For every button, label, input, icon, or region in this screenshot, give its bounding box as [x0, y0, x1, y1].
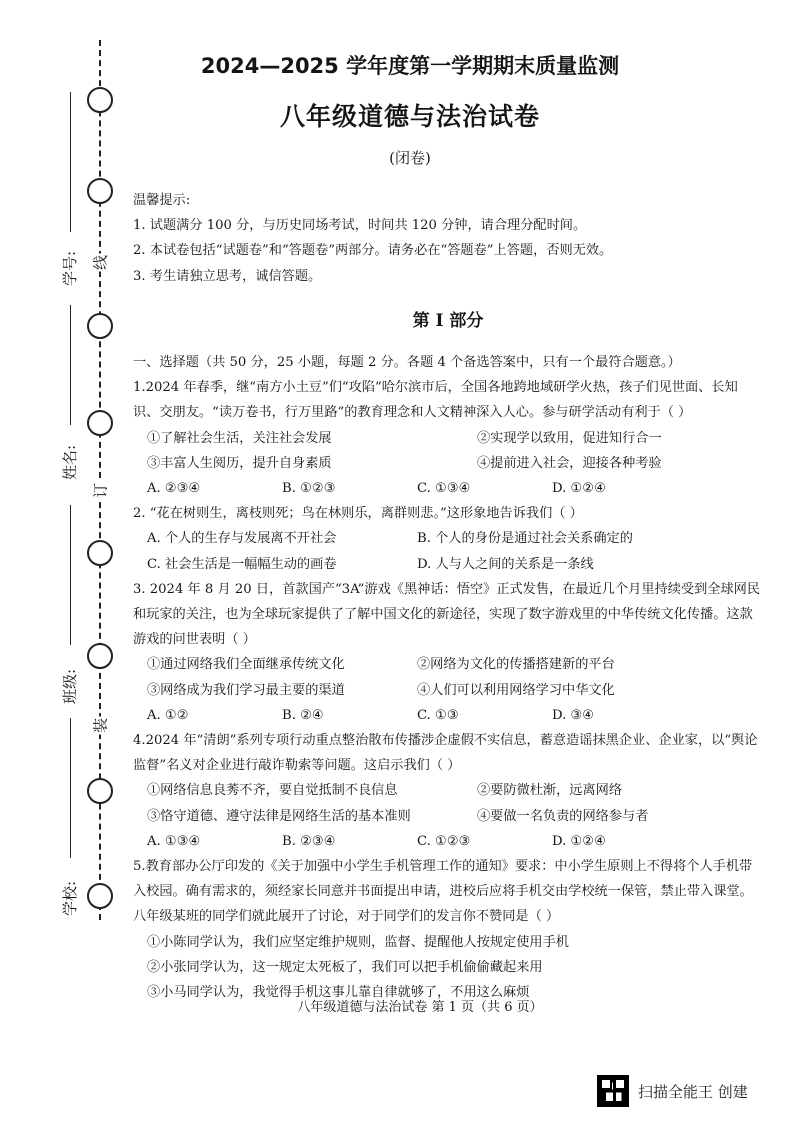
option-c: C. ①③: [417, 707, 459, 723]
binding-hole-circle: [87, 778, 113, 804]
statement: ③丰富人生阅历，提升自身素质: [147, 455, 332, 471]
statement: ④要做一名负责的网络参与者: [477, 808, 649, 824]
binding-hole-circle: [87, 540, 113, 566]
question-4-options: [133, 829, 763, 854]
section-heading: 一、选择题（共 50 分，25 小题，每题 2 分。各题 4 个备选答案中，只有一个最符合题意。）: [133, 355, 681, 371]
statement: ①小陈同学认为，我们应坚定维护规则，监督、提醒他人按规定使用手机: [147, 934, 569, 950]
part-title: 第 I 部分: [412, 310, 484, 331]
binding-hole-circle: [87, 313, 113, 339]
binding-word-staple: 订: [91, 483, 110, 499]
school-label: 学校:: [61, 880, 80, 917]
statement: ①网络信息良莠不齐，要自觉抵制不良信息: [147, 783, 398, 799]
option-c: C. 社会生活是一幅幅生动的画卷: [147, 556, 337, 572]
option-d: D. ③④: [552, 707, 595, 723]
question-2-options: [133, 526, 763, 551]
exam-title: 2024—2025 学年度第一学期期末质量监测: [200, 54, 620, 78]
statement: ②网络为文化的传播搭建新的平台: [417, 657, 615, 673]
question-4-statements: [133, 778, 763, 803]
option-c: C. ①②③: [417, 833, 471, 849]
exam-subtitle: 八年级道德与法治试卷: [279, 102, 540, 131]
statement: ②要防微杜渐，远离网络: [477, 783, 623, 799]
statement: ③恪守道德、遵守法律是网络生活的基本准则: [147, 808, 411, 824]
question-4-stem: 4.2024 年“清朗”系列专项行动重点整治散布传播涉企虚假不实信息，蓄意造谣抹黑企业、企业家，以“舆论监督”名义对企业进行敲诈勒索等问题。这启示我们（ ）: [133, 733, 758, 774]
option-b: B. ②③④: [282, 833, 336, 849]
option-a: A. 个人的生存与发展离不开社会: [147, 531, 337, 547]
binding-word-bind: 装: [91, 718, 110, 734]
question-4-statements: [133, 804, 763, 829]
question-1-options: [133, 476, 763, 501]
exam-content: [133, 188, 763, 1005]
option-c: C. ①③④: [417, 481, 471, 497]
school-underline: [70, 718, 71, 858]
question-3-statements: [133, 678, 763, 703]
tip-item: 3. 考生请独立思考，诚信答题。: [133, 268, 322, 284]
statement: ④人们可以利用网络学习中华文化: [417, 682, 615, 698]
tip-item: 2. 本试卷包括“试题卷”和“答题卷”两部分。请务必在“答题卷”上答题，否则无效。: [133, 243, 613, 259]
question-3-statements: [133, 652, 763, 677]
option-d: D. 人与人之间的关系是一条线: [417, 556, 594, 572]
question-5-stem: 5.教育部办公厅印发的《关于加强中小学生手机管理工作的通知》要求：中小学生原则上不得将个人手机带入校园。确有需求的，须经家长同意并书面提出申请，进校后应将手机交由学校统一保管，禁止带入课堂。八年级某班的同学们就此展开了讨论，对于同学们的发言你不赞同是（ ）: [133, 859, 753, 925]
statement: ③小马同学认为，我觉得手机这事儿靠自律就够了，不用这么麻烦: [147, 985, 530, 1001]
binding-hole-circle: [87, 883, 113, 909]
binding-hole-circle: [87, 87, 113, 113]
binding-hole-circle: [87, 410, 113, 436]
question-3-stem: 3. 2024 年 8 月 20 日，首款国产“3A”游戏《黑神话：悟空》正式发售，在最近几个月里持续受到全球网民和玩家的关注，也为全球玩家提供了了解中国文化的新途径，实现了数字游戏里的中华传统文化传播。这款游戏的问世表明（ ）: [133, 581, 761, 648]
name-label: 姓名:: [61, 444, 80, 481]
tips-heading: 温馨提示:: [133, 193, 191, 208]
statement: ③网络成为我们学习最主要的渠道: [147, 682, 345, 698]
statement: ②小张同学认为，这一规定太死板了，我们可以把手机偷偷藏起来用: [147, 959, 543, 975]
student-id-label: 学号:: [61, 250, 80, 287]
question-1-statements: [133, 426, 763, 451]
binding-hole-circle: [87, 178, 113, 204]
class-underline: [70, 505, 71, 645]
student-id-underline: [70, 92, 71, 232]
question-2-options: [133, 552, 763, 577]
question-2-stem: 2. “花在树则生，离枝则死；鸟在林则乐，离群则悲。”这形象地告诉我们（ ）: [133, 506, 583, 522]
question-1-statements: [133, 451, 763, 476]
statement: ④提前进入社会，迎接各种考验: [477, 455, 662, 471]
option-d: D. ①②④: [552, 833, 606, 849]
statement: ②实现学以致用，促进知行合一: [477, 430, 662, 446]
option-d: D. ①②④: [552, 481, 606, 497]
page-footer: 八年级道德与法治试卷 第 1 页（共 6 页）: [297, 1000, 543, 1015]
option-b: B. ②④: [282, 707, 324, 723]
statement: ①了解社会生活，关注社会发展: [147, 430, 332, 446]
name-underline: [70, 305, 71, 425]
option-a: A. ①②: [147, 707, 189, 723]
question-3-options: [133, 703, 763, 728]
closed-book-note: (闭卷): [389, 149, 431, 167]
option-a: A. ②③④: [147, 481, 201, 497]
binding-word-line: 线: [91, 255, 110, 271]
tip-item: 1. 试题满分 100 分，与历史同场考试，时间共 120 分钟，请合理分配时间。: [133, 218, 587, 234]
question-1-stem: 1.2024 年春季，继“南方小土豆”们“攻陷”哈尔滨市后，全国各地跨地域研学火热，孩子们见世面、长知识、交朋友。“读万卷书，行万里路”的教育理念和人文精神深入人心。参与研学活动有利于（ ）: [133, 380, 738, 421]
option-b: B. 个人的身份是通过社会关系确定的: [417, 531, 633, 547]
qr-code-icon: [597, 1075, 629, 1107]
binding-hole-circle: [87, 643, 113, 669]
class-label: 班级:: [61, 668, 80, 705]
option-a: A. ①③④: [147, 833, 201, 849]
statement: ①通过网络我们全面继承传统文化: [147, 657, 345, 673]
option-b: B. ①②③: [282, 481, 336, 497]
scanner-watermark: 扫描全能王 创建: [638, 1083, 748, 1101]
